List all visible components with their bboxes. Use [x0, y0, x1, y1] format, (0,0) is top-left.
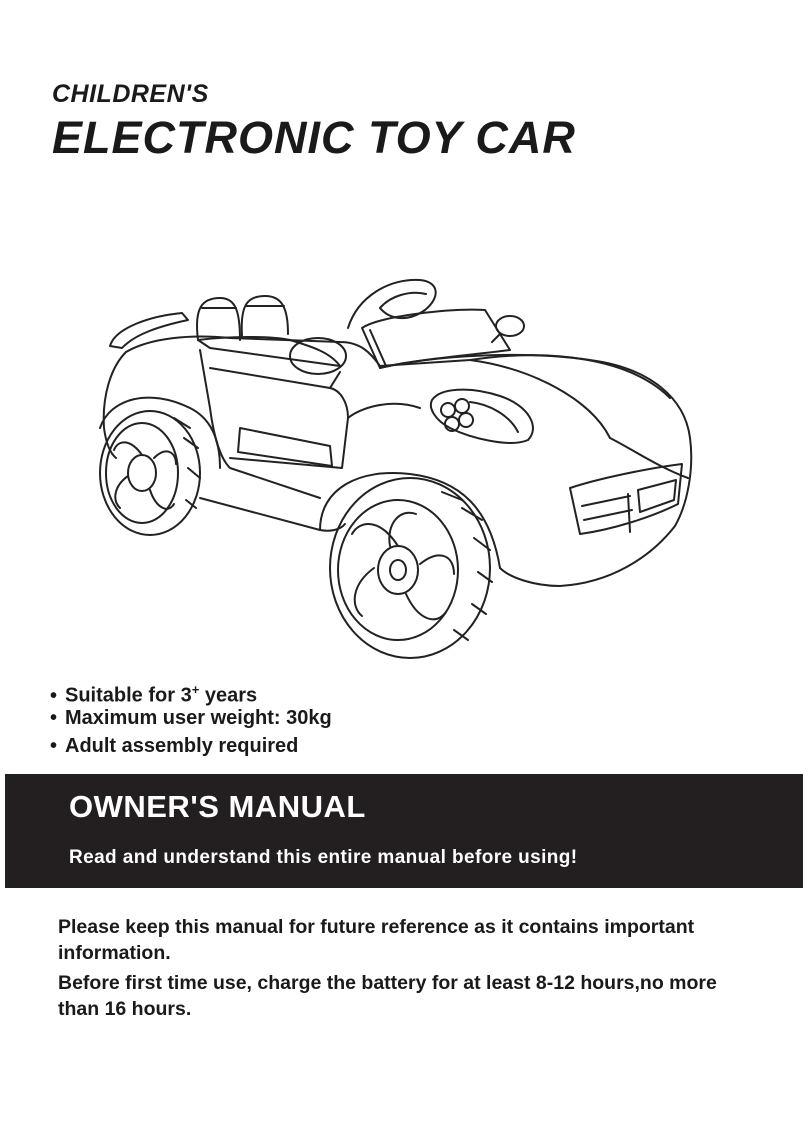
owners-manual-banner	[5, 774, 803, 888]
feature-age: • Suitable for 3+ years	[50, 682, 258, 707]
banner-title: OWNER'S MANUAL	[69, 789, 366, 824]
note-keep-manual: Please keep this manual for future reference as it contains important information.	[58, 916, 695, 964]
feature-weight: • Maximum user weight: 30kg	[50, 707, 332, 729]
feature-list	[50, 676, 332, 760]
feature-assembly: • Adult assembly required	[50, 735, 299, 757]
ride-on-car-illustration	[90, 268, 700, 668]
document-subtitle: CHILDREN'S	[52, 80, 209, 108]
document-title: ELECTRONIC TOY CAR	[52, 112, 576, 163]
banner-warning: Read and understand this entire manual before using!	[69, 847, 578, 868]
note-charge-battery: Before first time use, charge the battery for at least 8-12 hours,no more than 16 hours.	[58, 972, 717, 1020]
notes-section	[58, 914, 758, 1026]
